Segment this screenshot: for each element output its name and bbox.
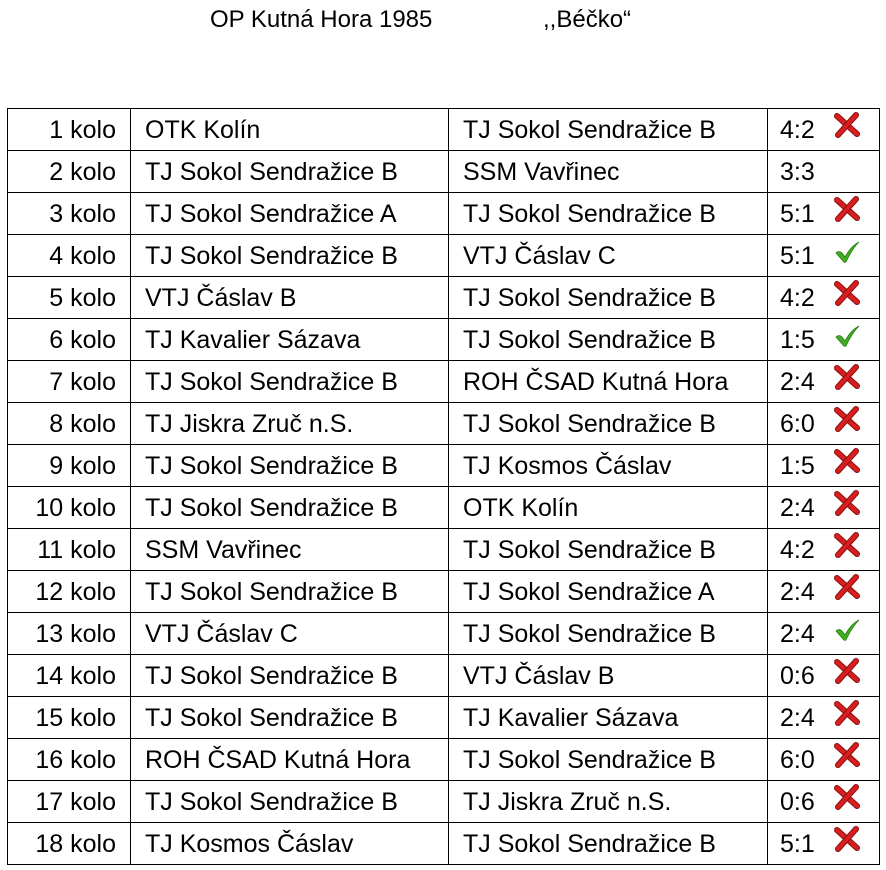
home-team-cell <box>131 109 449 151</box>
table-row <box>8 571 880 613</box>
home-team-cell <box>131 403 449 445</box>
red-cross-icon <box>833 279 861 307</box>
home-team: TJ Sokol Sendražice B <box>145 787 398 816</box>
home-team-cell <box>131 235 449 277</box>
score: 0:6 <box>780 661 815 690</box>
red-cross-icon <box>833 657 861 685</box>
home-team-cell <box>131 319 449 361</box>
red-cross-icon <box>833 783 861 811</box>
round-cell <box>8 655 131 697</box>
home-team: TJ Sokol Sendražice B <box>145 493 398 522</box>
away-team-cell <box>449 697 768 739</box>
away-team-cell <box>449 151 768 193</box>
score-cell <box>768 781 880 823</box>
score: 2:4 <box>780 577 815 606</box>
score: 4:2 <box>780 535 815 564</box>
document-header <box>0 4 886 36</box>
away-team: TJ Sokol Sendražice A <box>463 577 715 606</box>
home-team: VTJ Čáslav C <box>145 619 298 648</box>
away-team-cell <box>449 487 768 529</box>
score-cell <box>768 277 880 319</box>
home-team-cell <box>131 613 449 655</box>
away-team: TJ Sokol Sendražice B <box>463 199 716 228</box>
away-team-cell <box>449 781 768 823</box>
red-cross-icon <box>833 447 861 475</box>
home-team: SSM Vavřinec <box>145 535 302 564</box>
round-cell <box>8 529 131 571</box>
home-team: ROH ČSAD Kutná Hora <box>145 745 411 774</box>
score: 4:2 <box>780 115 815 144</box>
results-table-body <box>8 109 880 865</box>
home-team: OTK Kolín <box>145 115 261 144</box>
red-cross-icon <box>833 489 861 517</box>
away-team: TJ Sokol Sendražice B <box>463 283 716 312</box>
home-team: TJ Sokol Sendražice B <box>145 241 398 270</box>
score-cell <box>768 571 880 613</box>
away-team-cell <box>449 529 768 571</box>
away-team-cell <box>449 277 768 319</box>
away-team: TJ Sokol Sendražice B <box>463 745 716 774</box>
round-label: 7 kolo <box>49 367 116 396</box>
table-row <box>8 361 880 403</box>
round-cell <box>8 823 131 865</box>
score-cell <box>768 151 880 193</box>
away-team: TJ Sokol Sendražice B <box>463 619 716 648</box>
home-team: TJ Sokol Sendražice B <box>145 703 398 732</box>
round-cell <box>8 739 131 781</box>
table-row <box>8 235 880 277</box>
round-label: 14 kolo <box>35 661 116 690</box>
home-team: VTJ Čáslav B <box>145 283 297 312</box>
round-label: 3 kolo <box>49 199 116 228</box>
table-row <box>8 739 880 781</box>
away-team: TJ Jiskra Zruč n.S. <box>463 787 672 816</box>
round-cell <box>8 361 131 403</box>
score-cell <box>768 109 880 151</box>
round-label: 11 kolo <box>37 535 116 564</box>
score-cell <box>768 739 880 781</box>
round-cell <box>8 445 131 487</box>
round-label: 4 kolo <box>49 241 116 270</box>
round-cell <box>8 235 131 277</box>
away-team-cell <box>449 361 768 403</box>
round-cell <box>8 193 131 235</box>
away-team-cell <box>449 613 768 655</box>
score-cell <box>768 193 880 235</box>
away-team: ROH ČSAD Kutná Hora <box>463 367 729 396</box>
away-team-cell <box>449 571 768 613</box>
away-team: TJ Sokol Sendražice B <box>463 115 716 144</box>
score: 4:2 <box>780 283 815 312</box>
green-check-icon <box>833 321 861 349</box>
score: 6:0 <box>780 745 815 774</box>
away-team: TJ Kosmos Čáslav <box>463 451 672 480</box>
home-team: TJ Sokol Sendražice A <box>145 199 397 228</box>
round-label: 9 kolo <box>49 451 116 480</box>
table-row <box>8 613 880 655</box>
home-team: TJ Sokol Sendražice B <box>145 661 398 690</box>
red-cross-icon <box>833 195 861 223</box>
score-cell <box>768 235 880 277</box>
table-row <box>8 193 880 235</box>
home-team-cell <box>131 655 449 697</box>
round-cell <box>8 151 131 193</box>
red-cross-icon <box>833 111 861 139</box>
score: 2:4 <box>780 703 815 732</box>
round-cell <box>8 571 131 613</box>
away-team-cell <box>449 445 768 487</box>
red-cross-icon <box>833 363 861 391</box>
score: 2:4 <box>780 367 815 396</box>
table-row <box>8 403 880 445</box>
away-team-cell <box>449 109 768 151</box>
away-team: TJ Sokol Sendražice B <box>463 829 716 858</box>
away-team-cell <box>449 739 768 781</box>
round-label: 13 kolo <box>35 619 116 648</box>
table-row <box>8 109 880 151</box>
document-subtitle: ,,Béčko“ <box>543 6 632 33</box>
score-cell <box>768 361 880 403</box>
score: 6:0 <box>780 409 815 438</box>
away-team: OTK Kolín <box>463 493 579 522</box>
score-cell <box>768 655 880 697</box>
table-row <box>8 697 880 739</box>
table-row <box>8 277 880 319</box>
home-team-cell <box>131 151 449 193</box>
home-team-cell <box>131 697 449 739</box>
home-team-cell <box>131 193 449 235</box>
table-row <box>8 655 880 697</box>
score-cell <box>768 487 880 529</box>
home-team-cell <box>131 529 449 571</box>
away-team-cell <box>449 319 768 361</box>
away-team: VTJ Čáslav B <box>463 661 615 690</box>
score: 5:1 <box>780 241 815 270</box>
results-table <box>7 108 880 865</box>
score-cell <box>768 319 880 361</box>
round-label: 17 kolo <box>35 787 116 816</box>
home-team-cell <box>131 739 449 781</box>
score-cell <box>768 529 880 571</box>
round-label: 2 kolo <box>49 157 116 186</box>
home-team-cell <box>131 277 449 319</box>
round-cell <box>8 319 131 361</box>
score: 1:5 <box>780 451 815 480</box>
home-team-cell <box>131 781 449 823</box>
home-team: TJ Sokol Sendražice B <box>145 577 398 606</box>
score: 1:5 <box>780 325 815 354</box>
table-row <box>8 529 880 571</box>
away-team: SSM Vavřinec <box>463 157 620 186</box>
table-row <box>8 487 880 529</box>
home-team-cell <box>131 361 449 403</box>
red-cross-icon <box>833 825 861 853</box>
red-cross-icon <box>833 699 861 727</box>
home-team: TJ Jiskra Zruč n.S. <box>145 409 354 438</box>
round-cell <box>8 487 131 529</box>
green-check-icon <box>833 237 861 265</box>
home-team: TJ Sokol Sendražice B <box>145 157 398 186</box>
round-cell <box>8 109 131 151</box>
red-cross-icon <box>833 531 861 559</box>
green-check-icon <box>833 615 861 643</box>
score: 3:3 <box>780 157 815 186</box>
round-label: 1 kolo <box>49 115 116 144</box>
score: 2:4 <box>780 493 815 522</box>
table-row <box>8 823 880 865</box>
home-team: TJ Sokol Sendražice B <box>145 367 398 396</box>
round-label: 18 kolo <box>35 829 116 858</box>
away-team: TJ Sokol Sendražice B <box>463 325 716 354</box>
score: 0:6 <box>780 787 815 816</box>
home-team: TJ Kavalier Sázava <box>145 325 361 354</box>
home-team-cell <box>131 823 449 865</box>
away-team-cell <box>449 235 768 277</box>
away-team-cell <box>449 193 768 235</box>
home-team-cell <box>131 487 449 529</box>
home-team: TJ Sokol Sendražice B <box>145 451 398 480</box>
away-team-cell <box>449 823 768 865</box>
red-cross-icon <box>833 573 861 601</box>
round-label: 16 kolo <box>35 745 116 774</box>
red-cross-icon <box>833 405 861 433</box>
home-team: TJ Kosmos Čáslav <box>145 829 354 858</box>
score: 5:1 <box>780 829 815 858</box>
table-row <box>8 319 880 361</box>
score-cell <box>768 403 880 445</box>
round-label: 5 kolo <box>49 283 116 312</box>
score: 5:1 <box>780 199 815 228</box>
home-team-cell <box>131 571 449 613</box>
round-cell <box>8 403 131 445</box>
away-team: TJ Kavalier Sázava <box>463 703 679 732</box>
away-team-cell <box>449 655 768 697</box>
round-label: 6 kolo <box>49 325 116 354</box>
round-cell <box>8 613 131 655</box>
document-title: OP Kutná Hora 1985 <box>210 6 433 33</box>
away-team: TJ Sokol Sendražice B <box>463 535 716 564</box>
round-cell <box>8 781 131 823</box>
round-label: 8 kolo <box>49 409 116 438</box>
score-cell <box>768 613 880 655</box>
round-label: 12 kolo <box>35 577 116 606</box>
round-cell <box>8 277 131 319</box>
score: 2:4 <box>780 619 815 648</box>
table-row <box>8 151 880 193</box>
score-cell <box>768 445 880 487</box>
round-label: 10 kolo <box>35 493 116 522</box>
score-cell <box>768 823 880 865</box>
home-team-cell <box>131 445 449 487</box>
round-cell <box>8 697 131 739</box>
red-cross-icon <box>833 741 861 769</box>
away-team: VTJ Čáslav C <box>463 241 616 270</box>
away-team: TJ Sokol Sendražice B <box>463 409 716 438</box>
away-team-cell <box>449 403 768 445</box>
round-label: 15 kolo <box>35 703 116 732</box>
table-row <box>8 445 880 487</box>
score-cell <box>768 697 880 739</box>
table-row <box>8 781 880 823</box>
